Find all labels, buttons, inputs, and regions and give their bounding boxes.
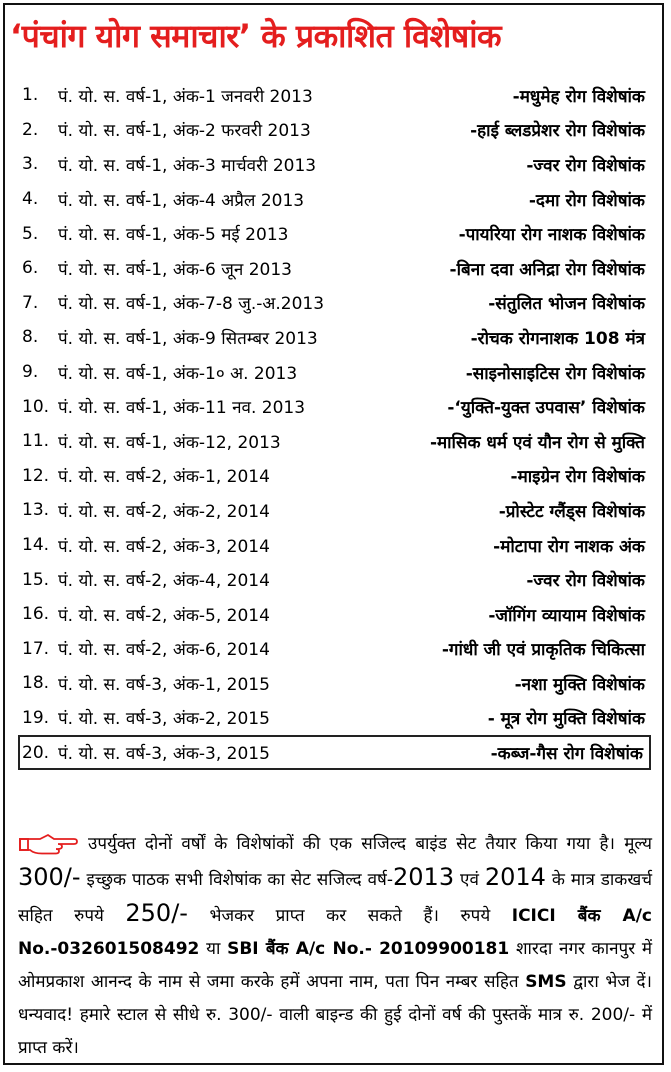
list-item bbox=[0, 182, 671, 217]
issue-reference: पं. यो. स. वर्ष-3, अंक-3, 2015 bbox=[58, 744, 270, 765]
item-number: 10. bbox=[22, 396, 50, 417]
issue-topic: -रोचक रोगनाशक 108 मंत्र bbox=[470, 328, 645, 349]
issue-topic: -प्रोस्टेट ग्लैंड्स विशेषांक bbox=[498, 501, 645, 522]
issue-topic: -मधुमेह रोग विशेषांक bbox=[512, 86, 645, 107]
list-item bbox=[0, 286, 671, 321]
list-item bbox=[0, 251, 671, 286]
item-number: 8. bbox=[22, 327, 39, 348]
issue-topic: -बिना दवा अनिद्रा रोग विशेषांक bbox=[449, 259, 645, 280]
list-item bbox=[0, 147, 671, 182]
list-item bbox=[0, 78, 671, 113]
list-item bbox=[0, 355, 671, 390]
issue-topic: - मूत्र रोग मुक्ति विशेषांक bbox=[487, 709, 645, 730]
list-item bbox=[0, 424, 671, 459]
list-item bbox=[0, 459, 671, 494]
issue-topic: -नशा मुक्ति विशेषांक bbox=[514, 674, 645, 695]
issue-reference: पं. यो. स. वर्ष-1, अंक-6 जून 2013 bbox=[58, 259, 292, 280]
issue-topic: -माइग्रेन रोग विशेषांक bbox=[510, 467, 645, 488]
item-number: 12. bbox=[22, 465, 50, 486]
list-item bbox=[0, 528, 671, 563]
issue-reference: पं. यो. स. वर्ष-2, अंक-6, 2014 bbox=[58, 640, 270, 661]
notice-paragraph: उपर्युक्त दोनों वर्षों के विशेषांकों की एक सजिल्द बाइंड सेट तैयार किया गया है। मूल्य 300/- इच्छुक पाठक सभी विशेषांक का सेट सजिल्द वर्ष-2013 एवं 2014 के मात्र डाकखर्च सहित रुपये 250/- भेजकर प्राप्त कर सकते हैं। रुपये ICICI बैंक A/c No.-032601508492 या SBI बैंक A/c No.- 20109900181 शारदा नगर कानपुर में ओमप्रकाश आनन्द के नाम से जमा करके हमें अपना नाम, पता पिन नम्बर सहित SMS द्वारा भेज दें। धन्यवाद! हमारे स्टाल से सीधे रु. 300/- वाली बाइन्ड की हुई दोनों वर्ष की पुस्तकें मात्र रु. 200/- में प्राप्त करें। bbox=[18, 834, 653, 1058]
list-item bbox=[0, 597, 671, 632]
page-title: ‘पंचांग योग समाचार’ के प्रकाशित विशेषांक bbox=[10, 17, 502, 55]
issue-reference: पं. यो. स. वर्ष-1, अंक-1 जनवरी 2013 bbox=[58, 86, 313, 107]
item-number: 16. bbox=[22, 604, 50, 625]
issue-topic: -जॉगिंग व्यायाम विशेषांक bbox=[488, 605, 645, 626]
issue-reference: पं. यो. स. वर्ष-1, अंक-11 नव. 2013 bbox=[58, 398, 306, 419]
issue-reference: पं. यो. स. वर्ष-2, अंक-4, 2014 bbox=[58, 571, 270, 592]
list-item bbox=[0, 320, 671, 355]
issue-topic: -दमा रोग विशेषांक bbox=[528, 190, 645, 211]
issue-topic: -‘युक्ति-युक्त उपवास’ विशेषांक bbox=[447, 398, 645, 419]
issue-topic: -पायरिया रोग नाशक विशेषांक bbox=[458, 225, 645, 246]
list-item bbox=[0, 216, 671, 251]
issue-reference: पं. यो. स. वर्ष-2, अंक-2, 2014 bbox=[58, 501, 270, 522]
item-number: 9. bbox=[22, 362, 39, 383]
list-item bbox=[0, 701, 671, 736]
issue-topic: -मासिक धर्म एवं यौन रोग से मुक्ति bbox=[429, 432, 645, 453]
item-number: 17. bbox=[22, 638, 50, 659]
item-number: 2. bbox=[22, 119, 39, 140]
item-number: 18. bbox=[22, 673, 50, 694]
issue-reference: पं. यो. स. वर्ष-1, अंक-12, 2013 bbox=[58, 432, 281, 453]
issue-reference: पं. यो. स. वर्ष-3, अंक-2, 2015 bbox=[58, 709, 270, 730]
issue-reference: पं. यो. स. वर्ष-1, अंक-2 फरवरी 2013 bbox=[58, 121, 311, 142]
item-number: 20. bbox=[22, 742, 50, 763]
list-item bbox=[0, 632, 671, 667]
issue-topic: -कब्ज-गैस रोग विशेषांक bbox=[490, 744, 643, 765]
list-item bbox=[0, 113, 671, 148]
issue-list bbox=[0, 78, 671, 770]
issue-topic: -हाई ब्लडप्रेशर रोग विशेषांक bbox=[470, 121, 645, 142]
issue-reference: पं. यो. स. वर्ष-2, अंक-5, 2014 bbox=[58, 605, 270, 626]
issue-reference: पं. यो. स. वर्ष-2, अंक-3, 2014 bbox=[58, 536, 270, 557]
item-number: 4. bbox=[22, 189, 39, 210]
list-item bbox=[18, 735, 651, 770]
issue-reference: पं. यो. स. वर्ष-1, अंक-4 अप्रैल 2013 bbox=[58, 190, 305, 211]
item-number: 1. bbox=[22, 85, 39, 106]
issue-reference: पं. यो. स. वर्ष-2, अंक-1, 2014 bbox=[58, 467, 270, 488]
issue-reference: पं. यो. स. वर्ष-1, अंक-5 मई 2013 bbox=[58, 225, 289, 246]
list-item bbox=[0, 493, 671, 528]
issue-reference: पं. यो. स. वर्ष-3, अंक-1, 2015 bbox=[58, 674, 270, 695]
item-number: 13. bbox=[22, 500, 50, 521]
list-item bbox=[0, 562, 671, 597]
issue-reference: पं. यो. स. वर्ष-1, अंक-9 सितम्बर 2013 bbox=[58, 328, 318, 349]
item-number: 15. bbox=[22, 569, 50, 590]
item-number: 3. bbox=[22, 154, 39, 175]
issue-topic: -साइनोसाइटिस रोग विशेषांक bbox=[465, 363, 645, 384]
issue-reference: पं. यो. स. वर्ष-1, अंक-1० अ. 2013 bbox=[58, 363, 298, 384]
item-number: 5. bbox=[22, 223, 39, 244]
item-number: 6. bbox=[22, 258, 39, 279]
issue-reference: पं. यो. स. वर्ष-1, अंक-3 मार्चवरी 2013 bbox=[58, 155, 317, 176]
issue-topic: -ज्वर रोग विशेषांक bbox=[526, 571, 645, 592]
issue-topic: -गांधी जी एवं प्राकृतिक चिकित्सा bbox=[441, 640, 645, 661]
issue-reference: पं. यो. स. वर्ष-1, अंक-7-8 जु.-अ.2013 bbox=[58, 294, 325, 315]
issue-topic: -संतुलित भोजन विशेषांक bbox=[488, 294, 645, 315]
pointing-hand-icon bbox=[18, 833, 78, 855]
item-number: 14. bbox=[22, 535, 50, 556]
list-item bbox=[0, 389, 671, 424]
issue-topic: -ज्वर रोग विशेषांक bbox=[526, 155, 645, 176]
list-item bbox=[0, 666, 671, 701]
item-number: 19. bbox=[22, 707, 50, 728]
item-number: 7. bbox=[22, 292, 39, 313]
issue-topic: -मोटापा रोग नाशक अंक bbox=[493, 536, 645, 557]
item-number: 11. bbox=[22, 431, 50, 452]
